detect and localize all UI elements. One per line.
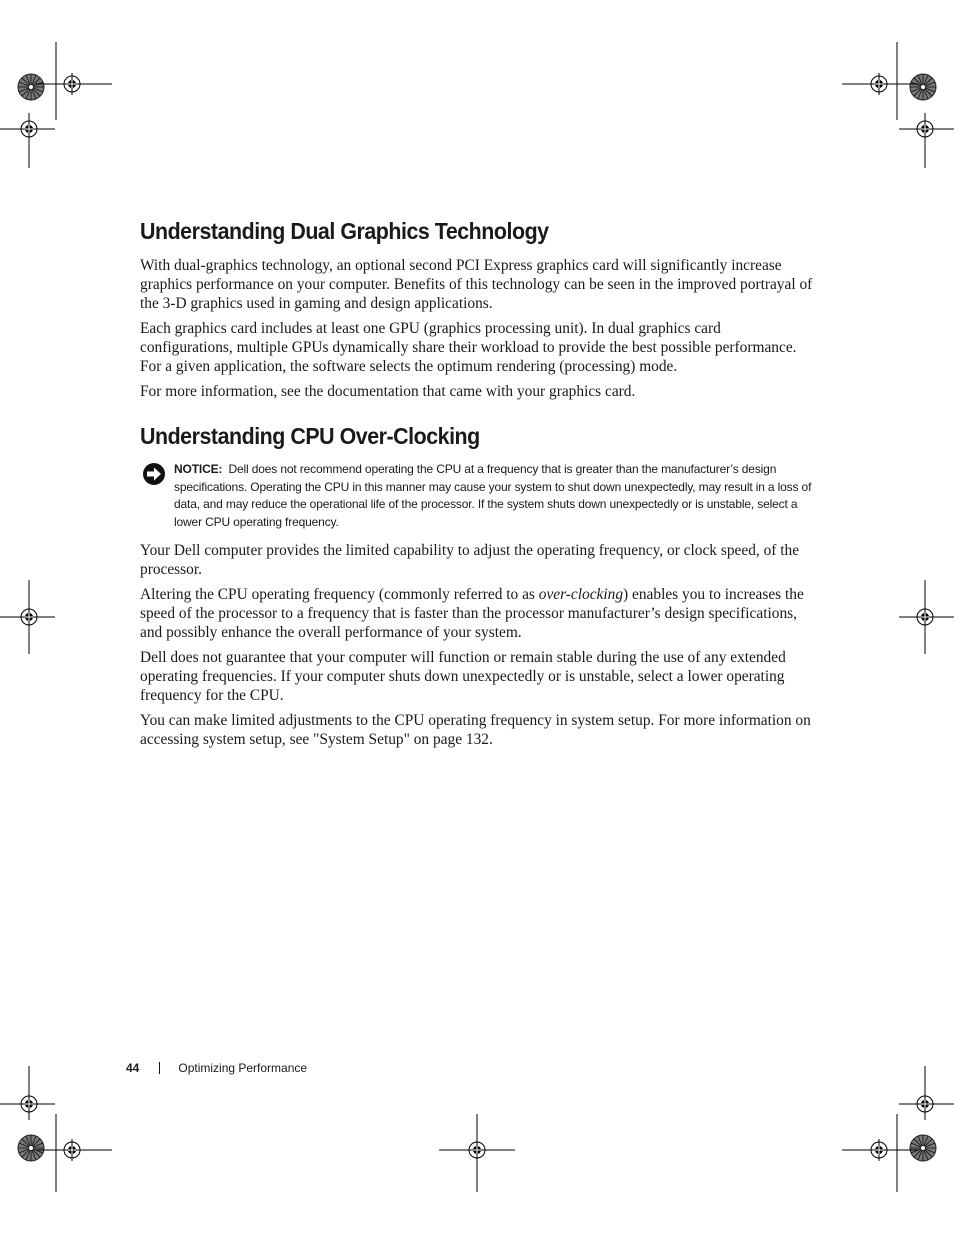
section-heading: Understanding CPU Over-Clocking <box>140 423 480 449</box>
paragraph: You can make limited adjustments to the CPU operating frequency in system setup. For more information on accessing system setup, see "System Setup" on page 132. <box>140 712 811 748</box>
notice-text: Dell does not recommend operating the CPU at a frequency that is greater than the manufacturer’s design specifications. Operating the CPU in this manner may cause your system to shut down unexpectedly, may result in a loss of data, and may reduce the operational life of the processor. If the system shuts down unexpectedly or is unstable, select a lower CPU operating frequency. <box>174 462 812 529</box>
notice-label: NOTICE: <box>174 462 223 476</box>
paragraph: Your Dell computer provides the limited capability to adjust the operating frequency, or clock speed, of the processor. <box>140 542 800 578</box>
paragraph: Each graphics card includes at least one GPU (graphics processing unit). In dual graphics card configurations, multiple GPUs dynamically share their workload to provide the best possible performance. For a given application, the software selects the optimum rendering (processing) mode. <box>140 320 797 375</box>
notice-arrow-icon <box>142 462 166 486</box>
notice-callout <box>140 461 816 531</box>
paragraph-text: Altering the CPU operating frequency (commonly referred to as <box>140 586 539 603</box>
page-number: 44 <box>126 1061 140 1075</box>
paragraph-text: ) enables you to increases the speed of the processor to a frequency that is faster than the processor manufacturer’s design specifications, and possibly enhance the overall performance of your system. <box>140 586 804 641</box>
chapter-title: Optimizing Performance <box>178 1061 308 1075</box>
section-heading: Understanding Dual Graphics Technology <box>140 218 549 244</box>
paragraph: With dual-graphics technology, an optional second PCI Express graphics card will significantly increase graphics performance on your computer. Benefits of this technology can be seen in the improved portrayal of the 3-D graphics used in gaming and design applications. <box>140 257 813 312</box>
section-cpu-overclocking <box>140 421 816 749</box>
paragraph: For more information, see the documentation that came with your graphics card. <box>140 383 636 400</box>
page-content <box>140 216 816 755</box>
footer-divider <box>159 1062 160 1074</box>
page-footer <box>126 1061 307 1075</box>
emphasis-term: over-clocking <box>538 586 624 603</box>
paragraph-overclocking <box>140 585 816 642</box>
paragraph: Dell does not guarantee that your computer will function or remain stable during the use of any extended operating frequencies. If your computer shuts down unexpectedly or is unstable, select a lower operating frequency for the CPU. <box>140 649 786 704</box>
section-dual-graphics <box>140 216 816 401</box>
